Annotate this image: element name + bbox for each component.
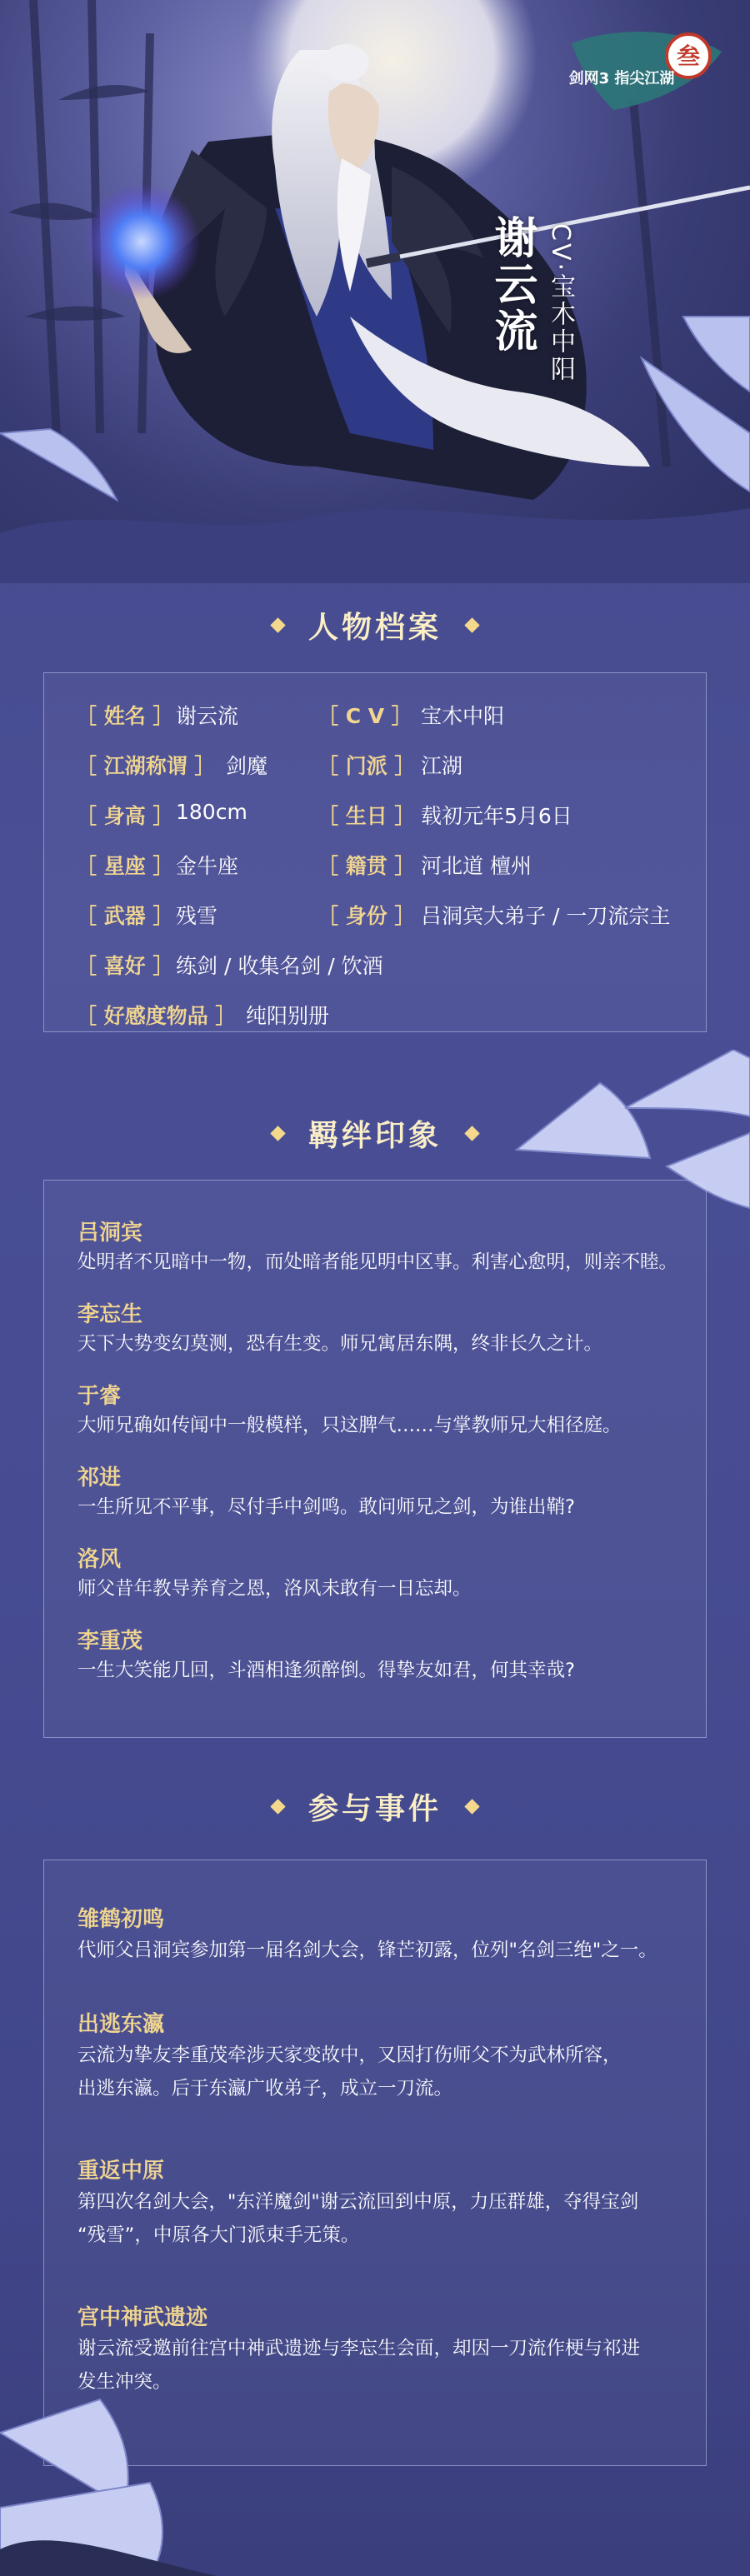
event-name: 重返中原 — [78, 2159, 165, 2184]
profile-value-hobby: 练剑 / 收集名剑 / 饮酒 — [176, 954, 383, 978]
diamond-icon — [270, 1126, 285, 1141]
profile-label-cv: ［ C V ］ — [318, 704, 412, 728]
profile-title: 人物档案 — [308, 610, 442, 645]
cv-label: CV·宝木中阳 — [546, 223, 575, 384]
bonds-panel — [43, 1180, 707, 1738]
fan-decoration-bottom — [0, 2383, 217, 2576]
events-section-title — [0, 1781, 750, 1831]
blue-flame-shape — [83, 183, 200, 300]
bond-text: 处明者不见暗中一物，而处暗者能见明中区事。利害心愈明，则亲不睦。 — [78, 1251, 678, 1273]
profile-value-cv: 宝木中阳 — [421, 704, 505, 728]
game-logo — [563, 18, 730, 127]
diamond-icon — [464, 617, 479, 632]
bonds-section-title — [0, 1108, 750, 1158]
profile-label-sect: ［ 门派 ］ — [318, 754, 416, 778]
profile-section-title — [0, 600, 750, 650]
profile-label-hobby: ［ 喜好 ］ — [76, 954, 174, 978]
logo-badge-text: 叁 — [676, 42, 701, 70]
diamond-icon — [270, 1799, 285, 1814]
bond-name: 李重茂 — [78, 1629, 143, 1654]
profile-label-weapon: ［ 武器 ］ — [76, 904, 174, 928]
event-text: 第四次名剑大会，"东洋魔剑"谢云流回到中原，力压群雄，夺得宝剑 — [78, 2191, 639, 2213]
event-text: 发生冲突。 — [78, 2371, 172, 2393]
event-text: 云流为挚友李重茂牵涉天家变故中，又因打伤师父不为武林所容， — [78, 2044, 622, 2066]
hero-banner — [0, 0, 750, 583]
profile-label-zodiac: ［ 星座 ］ — [76, 854, 174, 878]
event-name: 出逃东瀛 — [78, 2012, 165, 2037]
profile-value-height: 180cm — [176, 800, 248, 824]
logo-text: 剑网3 指尖江湖 — [568, 70, 675, 87]
profile-value-title: 剑魔 — [226, 754, 268, 778]
logo-emblem-icon — [563, 18, 730, 127]
character-name: 谢云流 — [487, 215, 538, 355]
profile-value-hometown: 河北道 檀州 — [421, 854, 532, 878]
event-text: “残雪”，中原各大门派束手无策。 — [78, 2224, 360, 2246]
diamond-icon — [464, 1799, 479, 1814]
profile-label-name: ［ 姓名 ］ — [76, 704, 174, 728]
bond-name: 洛风 — [78, 1547, 122, 1572]
diamond-icon — [270, 617, 285, 632]
event-text: 代师父吕洞宾参加第一届名剑大会，锋芒初露，位列"名剑三绝"之一。 — [78, 1939, 658, 1961]
profile-label-height: ［ 身高 ］ — [76, 804, 174, 828]
event-name: 宫中神武遗迹 — [78, 2305, 208, 2330]
bond-text: 师父昔年教导养育之恩，洛风未敢有一日忘却。 — [78, 1578, 472, 1600]
bond-text: 天下大势变幻莫测，恐有生变。师兄寓居东隅，终非长久之计。 — [78, 1333, 603, 1355]
profile-value-zodiac: 金牛座 — [176, 854, 239, 878]
bond-name: 于睿 — [78, 1384, 122, 1409]
profile-label-gift: ［ 好感度物品 ］ — [76, 1004, 237, 1028]
profile-label-hometown: ［ 籍贯 ］ — [318, 854, 416, 878]
profile-value-weapon: 残雪 — [176, 904, 218, 928]
bond-name: 祁进 — [78, 1465, 122, 1490]
profile-panel — [43, 672, 707, 1032]
events-panel — [43, 1860, 707, 2466]
bonds-title: 羁绊印象 — [308, 1118, 442, 1153]
bond-text: 大师兄确如传闻中一般模样，只这脾气……与掌教师兄大相径庭。 — [78, 1415, 622, 1436]
profile-label-identity: ［ 身份 ］ — [318, 904, 416, 928]
profile-value-sect: 江湖 — [421, 754, 463, 778]
event-text: 谢云流受邀前往宫中神武遗迹与李忘生会面，却因一刀流作梗与祁进 — [78, 2338, 641, 2359]
profile-value-birthday: 载初元年5月6日 — [421, 804, 572, 828]
bond-text: 一生大笑能几回，斗酒相逢须醉倒。得挚友如君，何其幸哉? — [78, 1660, 575, 1681]
bond-text: 一生所见不平事，尽付手中剑鸣。敢问师兄之剑，为谁出鞘? — [78, 1496, 575, 1518]
events-title: 参与事件 — [308, 1791, 442, 1826]
profile-value-identity: 吕洞宾大弟子 / 一刀流宗主 — [421, 904, 671, 928]
bond-name: 吕洞宾 — [78, 1221, 143, 1246]
profile-label-birthday: ［ 生日 ］ — [318, 804, 416, 828]
bond-name: 李忘生 — [78, 1302, 143, 1327]
event-name: 雏鹤初鸣 — [78, 1907, 165, 1932]
diamond-icon — [464, 1126, 479, 1141]
event-text: 出逃东瀛。后于东瀛广收弟子，成立一刀流。 — [78, 2078, 453, 2099]
profile-value-name: 谢云流 — [176, 704, 239, 728]
profile-value-gift: 纯阳别册 — [246, 1004, 330, 1028]
profile-label-title: ［ 江湖称谓 ］ — [76, 754, 216, 778]
